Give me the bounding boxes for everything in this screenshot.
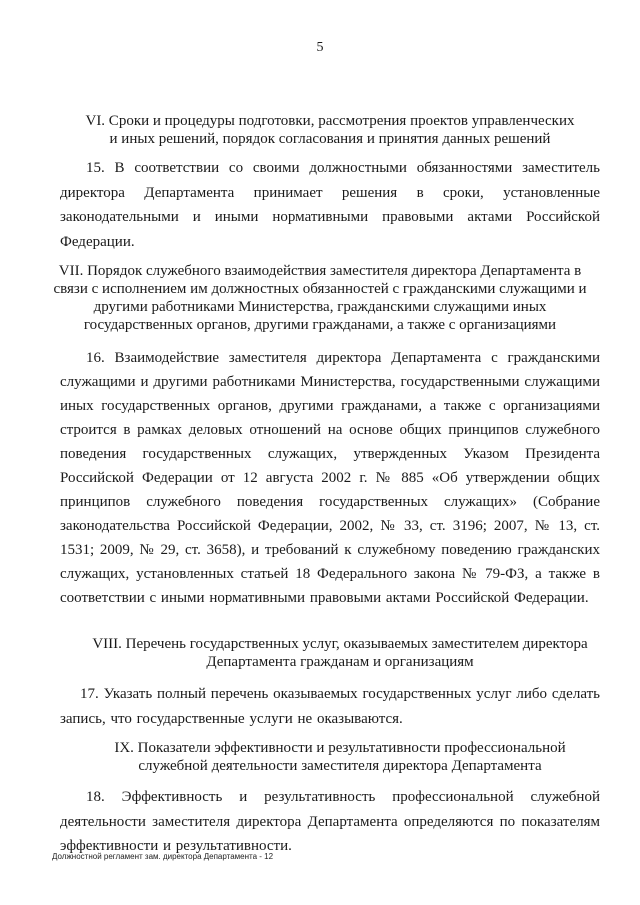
paragraph-16: 16. Взаимодействие заместителя директора Департамента с гражданскими служащими и другими работниками Министерства, государственными служащими иных государственных органов, другими гражданами, а также с организациями строится в рамках деловых отношений на основе общих принципов служебного поведения государственных служащих, утвержденных Указом Президента Российской Федерации от 12 августа 2002 г. № 885 «Об утверждении общих принципов служебного поведения государственных служащих» (Собрание законодательства Российской Федерации, 2002, № 33, ст. 3196; 2007, № 13, ст. 1531; 2009, № 29, ст. 3658), и требований к служебному поведению гражданских служащих, установленных статьей 18 Федерального закона № 79-ФЗ, а также в соответствии с иными нормативными правовыми актами Российской Федерации.: [60, 350, 600, 606]
section-8-heading: VIII. Перечень государственных услуг, оказываемых заместителем директора Департамента гражданам и организациям: [92, 636, 588, 670]
section-7-heading: VII. Порядок служебного взаимодействия заместителя директора Департамента в связи с исполнением им должностных обязанностей с гражданскими служащими и другими работниками Министерства, гражданскими служащими иных государственных органов, другими гражданами, а также с организациями: [53, 263, 587, 333]
page-number: 5: [316, 40, 324, 55]
paragraph-17: 17. Указать полный перечень оказываемых государственных услуг либо сделать запись, что государственные услуги не оказываются.: [60, 686, 600, 727]
paragraph-15: 15. В соответствии со своими должностными обязанностями заместитель директора Департамента принимает решения в сроки, установленные законодательными и иными нормативными правовыми актами Российской Федерации.: [60, 160, 600, 250]
section-6-heading: VI. Сроки и процедуры подготовки, рассмотрения проектов управленческих и иных решений, порядок согласования и принятия данных решений: [85, 113, 575, 147]
section-9-heading: IX. Показатели эффективности и результативности профессиональной служебной деятельности заместителя директора Департамента: [114, 740, 566, 774]
footer-note: Должностной регламент зам. директора Департамента - 12: [52, 852, 274, 861]
paragraph-18: 18. Эффективность и результативность профессиональной служебной деятельности заместителя директора Департамента определяются по показателям эффективности и результативности.: [60, 789, 600, 854]
